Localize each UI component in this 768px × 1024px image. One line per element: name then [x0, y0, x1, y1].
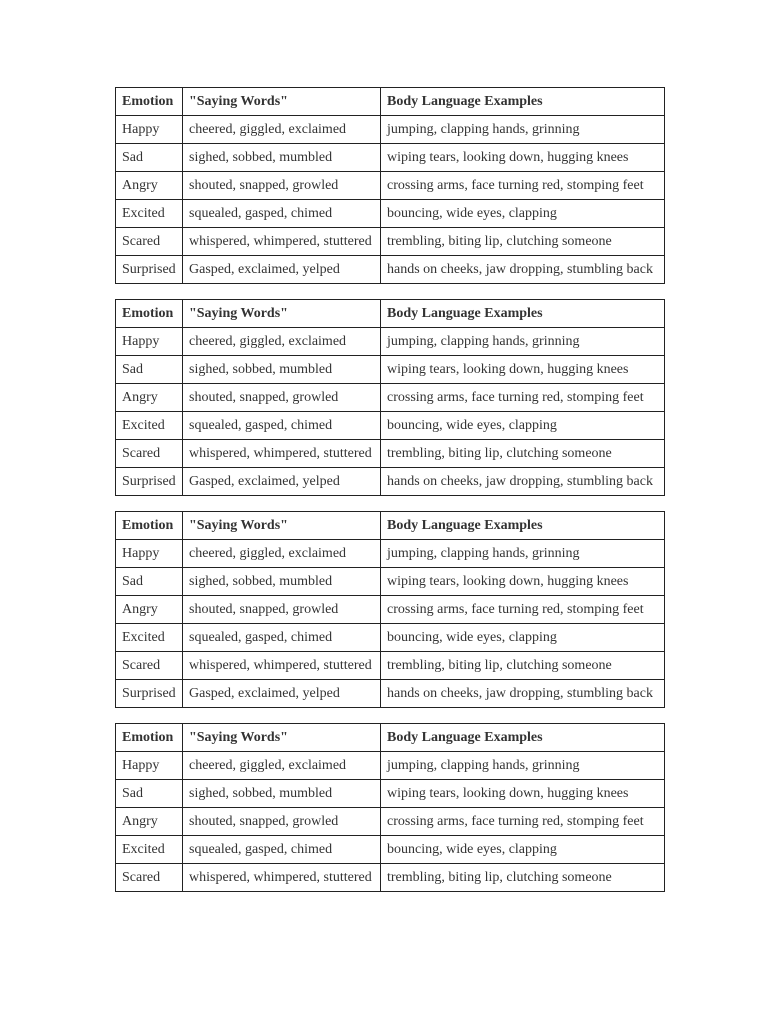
table-header-row — [116, 88, 665, 116]
emotion-cell: Scared — [116, 228, 183, 256]
table-row — [116, 228, 665, 256]
header-body-language: Body Language Examples — [381, 300, 665, 328]
emotion-cell: Excited — [116, 624, 183, 652]
emotion-cell: Sad — [116, 568, 183, 596]
table-row — [116, 440, 665, 468]
header-body-language: Body Language Examples — [381, 88, 665, 116]
emotion-table — [115, 299, 665, 496]
body-language-cell: wiping tears, looking down, hugging knees — [381, 144, 665, 172]
emotion-cell: Angry — [116, 384, 183, 412]
table-row — [116, 652, 665, 680]
emotion-cell: Surprised — [116, 468, 183, 496]
saying-words-cell: Gasped, exclaimed, yelped — [183, 680, 381, 708]
saying-words-cell: Gasped, exclaimed, yelped — [183, 256, 381, 284]
header-body-language: Body Language Examples — [381, 724, 665, 752]
emotion-cell: Sad — [116, 144, 183, 172]
emotion-cell: Scared — [116, 652, 183, 680]
table-row — [116, 412, 665, 440]
header-saying-words: "Saying Words" — [183, 88, 381, 116]
table-row — [116, 596, 665, 624]
header-emotion: Emotion — [116, 88, 183, 116]
emotion-cell: Angry — [116, 596, 183, 624]
saying-words-cell: cheered, giggled, exclaimed — [183, 752, 381, 780]
body-language-cell: trembling, biting lip, clutching someone — [381, 228, 665, 256]
emotion-cell: Excited — [116, 836, 183, 864]
table-row — [116, 356, 665, 384]
emotion-cell: Excited — [116, 200, 183, 228]
body-language-cell: trembling, biting lip, clutching someone — [381, 864, 665, 892]
saying-words-cell: shouted, snapped, growled — [183, 808, 381, 836]
table-header-row — [116, 724, 665, 752]
body-language-cell: crossing arms, face turning red, stomping feet — [381, 384, 665, 412]
table-row — [116, 200, 665, 228]
saying-words-cell: cheered, giggled, exclaimed — [183, 328, 381, 356]
emotion-cell: Excited — [116, 412, 183, 440]
emotion-table — [115, 723, 665, 892]
emotion-cell: Happy — [116, 328, 183, 356]
table-row — [116, 384, 665, 412]
header-emotion: Emotion — [116, 724, 183, 752]
emotion-cell: Surprised — [116, 680, 183, 708]
header-emotion: Emotion — [116, 300, 183, 328]
table-row — [116, 836, 665, 864]
saying-words-cell: shouted, snapped, growled — [183, 384, 381, 412]
emotion-table — [115, 511, 665, 708]
emotion-cell: Happy — [116, 116, 183, 144]
body-language-cell: trembling, biting lip, clutching someone — [381, 652, 665, 680]
saying-words-cell: shouted, snapped, growled — [183, 172, 381, 200]
saying-words-cell: whispered, whimpered, stuttered — [183, 440, 381, 468]
table-row — [116, 172, 665, 200]
saying-words-cell: whispered, whimpered, stuttered — [183, 228, 381, 256]
body-language-cell: crossing arms, face turning red, stomping feet — [381, 808, 665, 836]
saying-words-cell: sighed, sobbed, mumbled — [183, 356, 381, 384]
body-language-cell: bouncing, wide eyes, clapping — [381, 412, 665, 440]
document-page — [115, 87, 664, 907]
body-language-cell: hands on cheeks, jaw dropping, stumbling back — [381, 468, 665, 496]
table-row — [116, 568, 665, 596]
table-header-row — [116, 300, 665, 328]
table-row — [116, 468, 665, 496]
saying-words-cell: sighed, sobbed, mumbled — [183, 780, 381, 808]
body-language-cell: wiping tears, looking down, hugging knees — [381, 356, 665, 384]
table-row — [116, 540, 665, 568]
saying-words-cell: cheered, giggled, exclaimed — [183, 116, 381, 144]
saying-words-cell: whispered, whimpered, stuttered — [183, 652, 381, 680]
table-row — [116, 624, 665, 652]
saying-words-cell: squealed, gasped, chimed — [183, 836, 381, 864]
saying-words-cell: shouted, snapped, growled — [183, 596, 381, 624]
body-language-cell: jumping, clapping hands, grinning — [381, 540, 665, 568]
body-language-cell: crossing arms, face turning red, stomping feet — [381, 596, 665, 624]
body-language-cell: crossing arms, face turning red, stomping feet — [381, 172, 665, 200]
saying-words-cell: sighed, sobbed, mumbled — [183, 144, 381, 172]
table-header-row — [116, 512, 665, 540]
table-row — [116, 752, 665, 780]
emotion-cell: Angry — [116, 808, 183, 836]
emotion-cell: Sad — [116, 356, 183, 384]
saying-words-cell: sighed, sobbed, mumbled — [183, 568, 381, 596]
body-language-cell: jumping, clapping hands, grinning — [381, 328, 665, 356]
table-row — [116, 780, 665, 808]
table-row — [116, 144, 665, 172]
body-language-cell: jumping, clapping hands, grinning — [381, 116, 665, 144]
body-language-cell: hands on cheeks, jaw dropping, stumbling back — [381, 256, 665, 284]
saying-words-cell: Gasped, exclaimed, yelped — [183, 468, 381, 496]
emotion-cell: Angry — [116, 172, 183, 200]
header-saying-words: "Saying Words" — [183, 724, 381, 752]
emotion-cell: Happy — [116, 752, 183, 780]
emotion-cell: Sad — [116, 780, 183, 808]
header-saying-words: "Saying Words" — [183, 512, 381, 540]
header-emotion: Emotion — [116, 512, 183, 540]
emotion-table — [115, 87, 665, 284]
body-language-cell: bouncing, wide eyes, clapping — [381, 200, 665, 228]
saying-words-cell: squealed, gasped, chimed — [183, 412, 381, 440]
emotion-cell: Surprised — [116, 256, 183, 284]
table-row — [116, 256, 665, 284]
table-row — [116, 680, 665, 708]
body-language-cell: wiping tears, looking down, hugging knees — [381, 780, 665, 808]
body-language-cell: bouncing, wide eyes, clapping — [381, 624, 665, 652]
saying-words-cell: squealed, gasped, chimed — [183, 200, 381, 228]
table-row — [116, 864, 665, 892]
body-language-cell: wiping tears, looking down, hugging knees — [381, 568, 665, 596]
saying-words-cell: whispered, whimpered, stuttered — [183, 864, 381, 892]
table-row — [116, 116, 665, 144]
body-language-cell: trembling, biting lip, clutching someone — [381, 440, 665, 468]
table-row — [116, 328, 665, 356]
saying-words-cell: cheered, giggled, exclaimed — [183, 540, 381, 568]
emotion-cell: Happy — [116, 540, 183, 568]
table-row — [116, 808, 665, 836]
body-language-cell: jumping, clapping hands, grinning — [381, 752, 665, 780]
saying-words-cell: squealed, gasped, chimed — [183, 624, 381, 652]
header-body-language: Body Language Examples — [381, 512, 665, 540]
header-saying-words: "Saying Words" — [183, 300, 381, 328]
body-language-cell: bouncing, wide eyes, clapping — [381, 836, 665, 864]
emotion-cell: Scared — [116, 864, 183, 892]
body-language-cell: hands on cheeks, jaw dropping, stumbling back — [381, 680, 665, 708]
emotion-cell: Scared — [116, 440, 183, 468]
